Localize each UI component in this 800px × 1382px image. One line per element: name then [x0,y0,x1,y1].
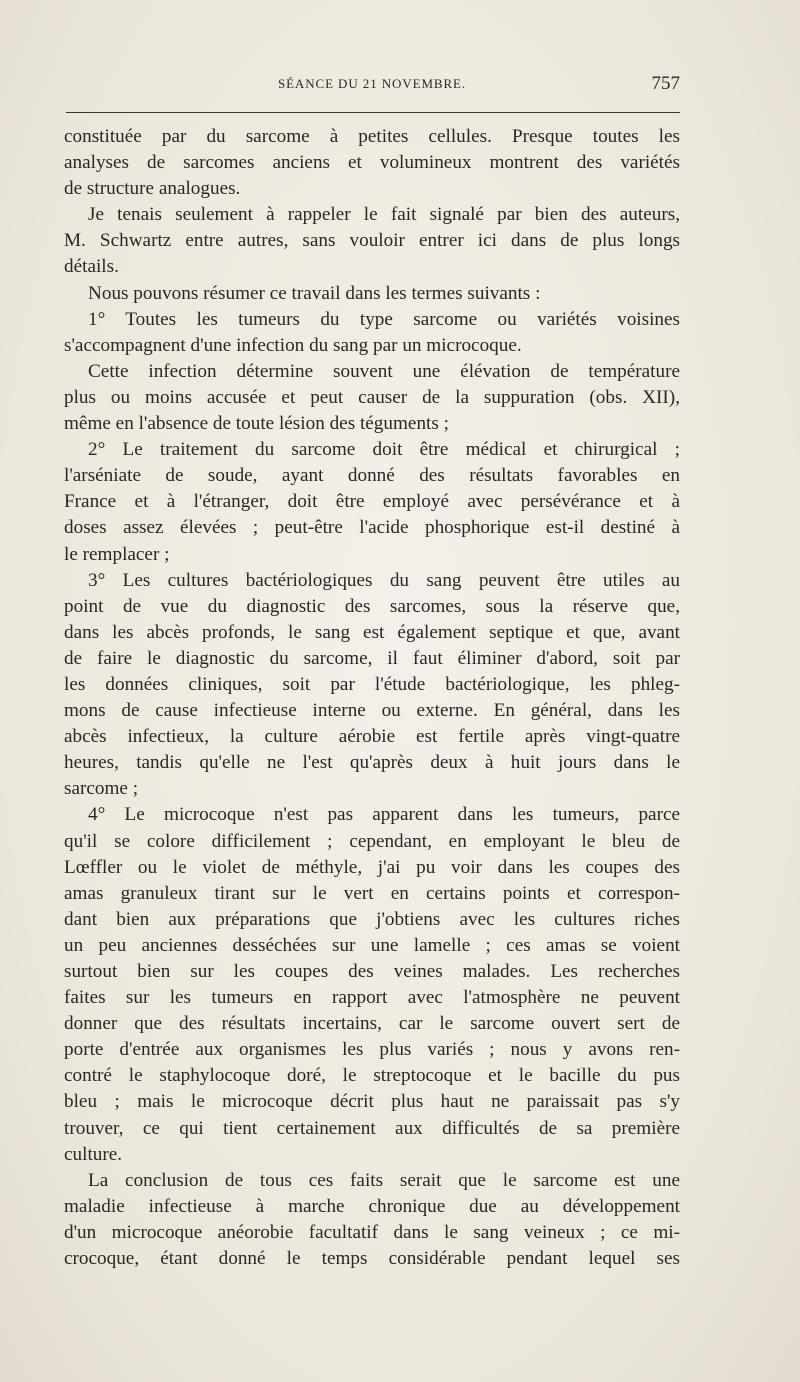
text-line: l'arséniate de soude, ayant donné des résultats favorables en [64,465,680,487]
text-line: le remplacer ; [64,543,170,565]
text-line: Cette infection détermine souvent une élévation de température [88,360,680,382]
text-line: constituée par du sarcome à petites cellules. Presque toutes les [64,126,680,147]
page-header [64,73,680,98]
text-line: 1° Toutes les tumeurs du type sarcome ou variétés voisines [88,308,680,330]
header-rule [66,112,680,113]
running-title: SÉANCE DU 21 NOVEMBRE. [277,76,467,91]
text-line: qu'il se colore difficilement ; cependant, en employant le bleu de [64,830,680,852]
text-line: crocoque, étant donné le temps considérable pendant lequel ses [64,1248,680,1270]
text-line: de faire le diagnostic du sarcome, il faut éliminer d'abord, soit par [64,647,680,669]
text-line: les données cliniques, soit par l'étude bactériologique, les phleg- [64,673,680,695]
text-line: contré le staphylocoque doré, le streptocoque et le bacille du pus [64,1065,680,1087]
text-line: heures, tandis qu'elle ne l'est qu'après deux à huit jours dans le [64,752,680,774]
text-line: Nous pouvons résumer ce travail dans les termes suivants : [88,282,541,304]
text-line: faites sur les tumeurs en rapport avec l'atmosphère ne peuvent [64,987,680,1009]
text-line: La conclusion de tous ces faits serait que le sarcome est une [88,1169,680,1191]
text-line: M. Schwartz entre autres, sans vouloir entrer ici dans de plus longs [64,230,680,252]
text-line: maladie infectieuse à marche chronique due au développement [64,1195,680,1217]
text-line: plus ou moins accusée et peut causer de la suppuration (obs. XII), [64,386,680,408]
page-number: 757 [651,73,680,94]
text-line: amas granuleux tirant sur le vert en certains points et correspon- [64,882,680,904]
text-line: abcès infectieux, la culture aérobie est fertile après vingt-quatre [64,726,680,748]
text-line: mons de cause infectieuse interne ou externe. En général, dans les [64,700,680,722]
text-line: analyses de sarcomes anciens et volumineux montrent des variétés [64,152,680,174]
text-line: même en l'absence de toute lésion des téguments ; [64,413,449,435]
text-line: 3° Les cultures bactériologiques du sang peuvent être utiles au [88,569,680,591]
text-line: surtout bien sur les coupes des veines malades. Les recherches [64,961,680,982]
body-text [64,124,680,1272]
text-line: un peu anciennes desséchées sur une lamelle ; ces amas se voient [64,934,680,956]
text-line: d'un microcoque anéorobie facultatif dans le sang veineux ; ce mi- [64,1221,680,1243]
text-line: dans les abcès profonds, le sang est également septique et que, avant [64,621,680,643]
text-line: détails. [64,256,119,278]
text-line: doses assez élevées ; peut-être l'acide phosphorique est-il destiné à [64,517,680,539]
text-line: bleu ; mais le microcoque décrit plus haut ne paraissait pas s'y [64,1091,680,1113]
text-line: culture. [64,1143,123,1165]
text-line: porte d'entrée aux organismes les plus variés ; nous y avons ren- [64,1039,680,1061]
text-line: sarcome ; [64,778,139,800]
text-line: de structure analogues. [64,178,241,200]
text-line: Je tenais seulement à rappeler le fait signalé par bien des auteurs, [88,204,680,226]
text-line: point de vue du diagnostic des sarcomes, sous la réserve que, [64,595,680,617]
text-line: donner que des résultats incertains, car le sarcome ouvert sert de [64,1013,680,1035]
text-line: trouver, ce qui tient certainement aux difficultés de sa première [64,1117,680,1139]
text-line: s'accompagnent d'une infection du sang par un microcoque. [64,334,522,356]
text-line: 2° Le traitement du sarcome doit être médical et chirurgical ; [88,439,680,461]
text-line: 4° Le microcoque n'est pas apparent dans les tumeurs, parce [88,804,680,826]
text-line: Lœffler ou le violet de méthyle, j'ai pu voir dans les coupes des [64,856,680,878]
text-line: dant bien aux préparations que j'obtiens avec les cultures riches [64,908,680,930]
text-line: France et à l'étranger, doit être employé avec persévérance et à [64,491,680,513]
